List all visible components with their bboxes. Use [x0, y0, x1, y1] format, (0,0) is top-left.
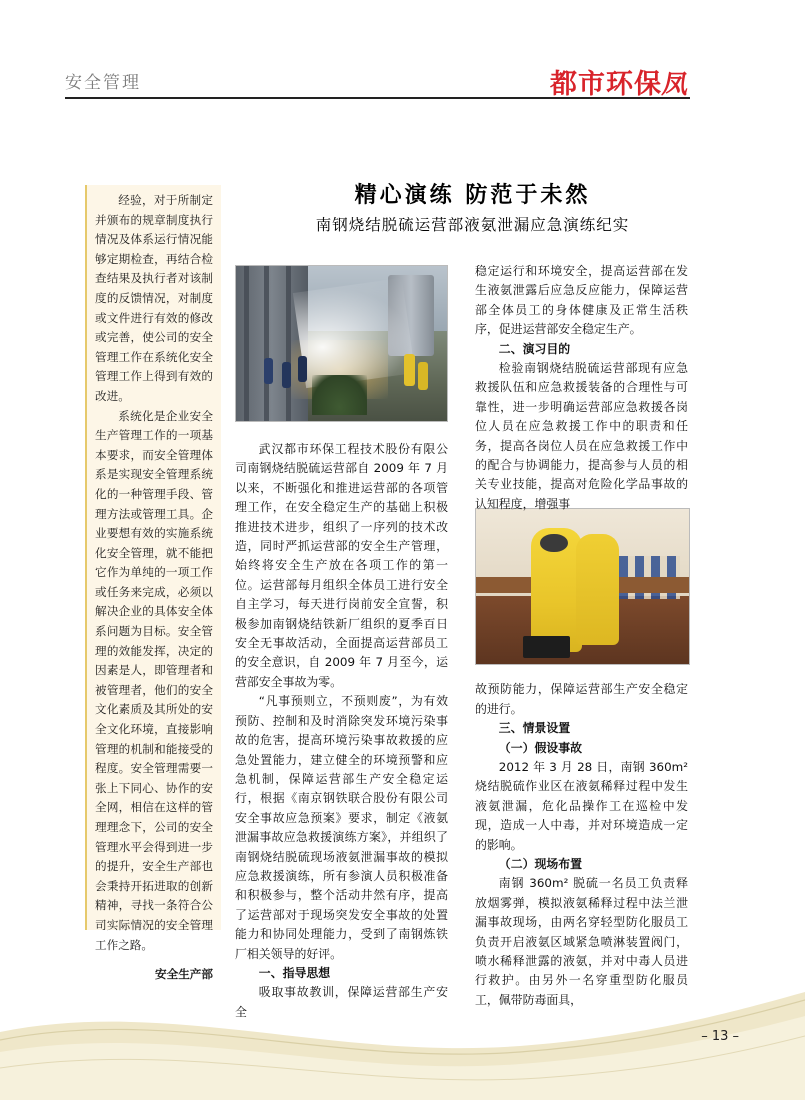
heading-scenario-setup: 三、情景设置 [498, 721, 571, 736]
paragraph: 故预防能力，保障运营部生产安全稳定的进行。 [475, 682, 688, 716]
page-header [65, 68, 693, 108]
brand-mark-icon: 凤 [659, 70, 693, 100]
page-number: – 13 – [701, 1029, 739, 1044]
paragraph: 稳定运行和环境安全，提高运营部在发生液氨泄露后应急反应能力，保障运营部全体员工的身体健康及正常生活秩序，促进运营部安全稳定生产。 [475, 264, 688, 337]
article-subtitle: 南钢烧结脱硫运营部液氨泄漏应急演练纪实 [315, 216, 630, 234]
body-column-right [475, 262, 688, 1010]
photo-spray-drill [235, 265, 448, 422]
decorative-swoosh [0, 940, 805, 1100]
photo1-worker-protective-suit [404, 354, 415, 386]
paragraph: 检验南钢烧结脱硫运营部现有应急救援队伍和应急救援装备的合理性与可靠性，进一步明确运营部应急救援各岗位人员在应急救援工作中的职责和任务，提高各岗位人员在应急救援工作中的配合与协调能力，提高参与人员的相关专业技能，提高对危险化学品事故的认知程度，增强事 [475, 361, 688, 511]
paragraph: 2012 年 3 月 28 日，南钢 360m² 烧结脱硫作业区在液氨稀释过程中发生液氨泄漏，危化品操作工在巡检中发现，造成一人中毒，并对环境造成一定的影响。 [475, 759, 688, 852]
heading-drill-purpose: 二、演习目的 [498, 341, 571, 356]
photo1-vegetation [312, 375, 367, 415]
sidebar-paragraph-1: 经验，对于所制定并颁布的规章制度执行情况及体系运行情况能够定期检查，再结合检查结果及执行者对该制度的反馈情况，对制度或文件进行有效的修改或完善，使公司的安全管理工作在系统化安全管理工作上得到有效的改进。 [95, 193, 213, 403]
sidebar-paragraph-2: 系统化是企业安全生产管理工作的一项基本要求，而安全管理体系是实现安全管理系统化的一种管理手段、管理方法或管理工具。企业要想有效的实施系统化安全管理，就不能把它作为单纯的一项工作或任务来完成，必须以解决企业的具体安全体系问题为目标。安全管理的效能发挥，决定的因素是人，即管理者和被管理者，他们的安全文化素质及其所处的安全文化环境，直接影响管理的机制和能接受的程度。安全管理需要一张上下同心、协作的安全网，相信在这样的管理理念下，公司的安全管理水平会得到进一步的提升，安全生产部也会秉持开拓进取的创新精神，寻找一条符合公司实际情况的安全管理工作之路。 [95, 408, 213, 952]
article-title: 精心演练 防范于未然 [354, 182, 591, 208]
paragraph: “凡事预则立，不预则废”，为有效预防、控制和及时消除突发环境污染事故的危害，提高环境污染事故救援的应急处置能力，建立健全的环境预警和应急机制，保障运营部生产安全稳定运行，根据《南京钢铁联合股份有限公司安全事故应急预案》要求，制定《液氨泄漏事故应急救援演练方案》，并组织了南钢烧结脱硫现场液氨泄漏事故的模拟应急救援演练，所有参演人员积极准备和积极参与，整个活动井然有序，提高了运营部对于现场突发安全事故的处置能力和协同处理能力，受到了南钢炼铁厂相关领导的好评。 [235, 694, 448, 961]
sidebar-column [85, 185, 221, 982]
section-title: 安全管理 [65, 73, 141, 93]
photo1-worker [282, 362, 291, 388]
sidebar-signature: 安全生产部 [155, 967, 213, 982]
photo1-column [244, 266, 249, 421]
photo1-column [264, 266, 269, 421]
right-column-image-gap [475, 514, 688, 680]
heading-guiding-ideology: 一、指导思想 [258, 965, 331, 980]
paragraph: 吸取事故教训，保障运营部生产安全 [235, 985, 448, 1019]
heading-assumed-accident: （一）假设事故 [498, 740, 583, 755]
photo1-worker [264, 358, 273, 384]
paragraph: 武汉都市环保工程技术股份有限公司南钢烧结脱硫运营部自 2009 年 7 月以来，不断强化和推进运营部的各项管理工作，在安全稳定生产的基础上积极推进技术进步，组织了一序列的技术改造，同时严抓运营部的安全生产管理，始终将安全生产放在各项工作的第一位。运营部每月组织全体员工进行安全自主学习，每天进行岗前安全宣誓，积极参加南钢烧结铁新厂组织的夏季百日安全无事故活动，全面提高运营部员工的安全意识，自 2009 年 7 月至今，运营部安全事故为零。 [235, 442, 448, 689]
photo1-worker [298, 356, 307, 382]
body-column-left [235, 440, 448, 1022]
heading-site-layout: （二）现场布置 [498, 856, 583, 871]
photo1-worker-protective-suit [418, 362, 428, 390]
photo1-water-spray [293, 277, 415, 387]
brand-name: 都市环保 [549, 69, 662, 100]
magazine-logo [549, 62, 693, 101]
paragraph: 南钢 360m² 脱硫一名员工负责释放烟雾弹，模拟液氨稀释过程中法兰泄漏事故现场，由两名穿轻型防化服员工负责开启液氨区域紧急喷淋装置阀门，喷水稀释泄露的液氨，并对中毒人员进行救护。由另外一名穿重型防化服员工，佩带防毒面具， [475, 876, 688, 1007]
